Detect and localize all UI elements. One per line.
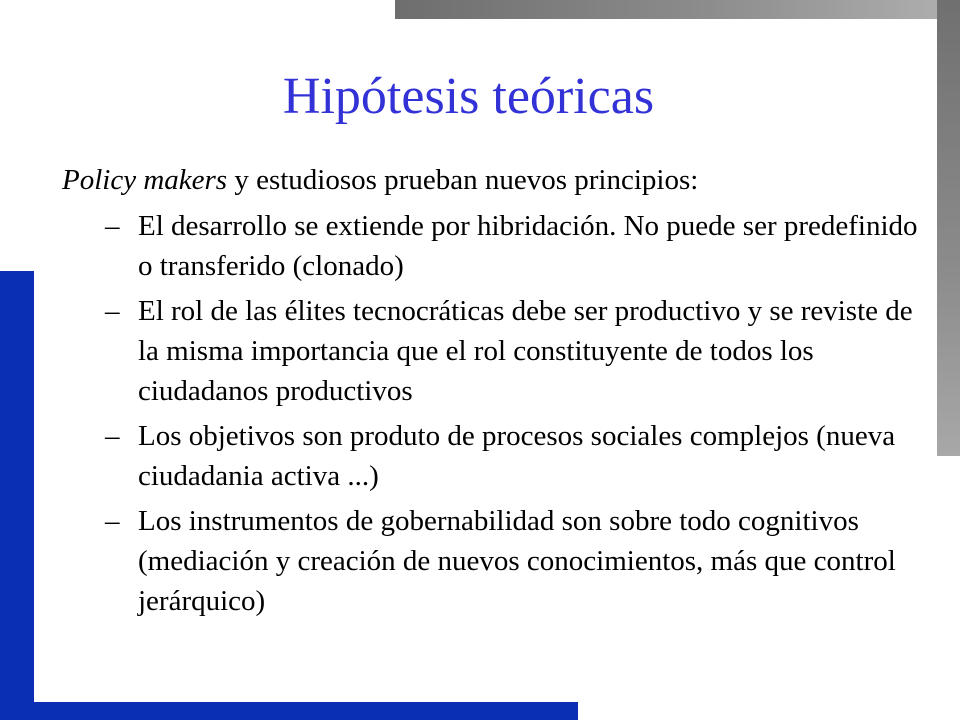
bullet-text: El rol de las élites tecnocráticas debe ser productivo y se reviste de la misma importancia que el rol constituyente de todos los ciudadanos productivos [138, 295, 913, 407]
intro-emphasis: Policy makers [62, 164, 228, 196]
bullet-text: Los instrumentos de gobernabilidad son sobre todo cognitivos (mediación y creación de nuevos conocimientos, más que control jerárquico) [138, 505, 896, 617]
slide-title: Hipótesis teóricas [282, 68, 655, 125]
bullet-item [105, 291, 925, 411]
bullet-dash: – [105, 505, 120, 537]
bullet-dash: – [105, 210, 120, 242]
bullet-text: El desarrollo se extiende por hibridación. No puede ser predefinido o transferido (clonado) [138, 210, 918, 282]
bullet-text: Los objetivos son produto de procesos sociales complejos (nueva ciudadania activa ...) [138, 420, 896, 492]
intro-text: y estudiosos prueban nuevos principios: [227, 164, 699, 196]
decorative-gray-bar-top [395, 0, 960, 19]
bullet-item [105, 416, 925, 496]
decorative-blue-bar-bottom [0, 702, 578, 720]
bullet-list [105, 206, 925, 626]
bullet-item [105, 206, 925, 286]
decorative-blue-bar-left [0, 271, 34, 720]
intro-line [62, 160, 922, 200]
bullet-dash: – [105, 420, 120, 452]
bullet-dash: – [105, 295, 120, 327]
decorative-gray-bar-right [937, 0, 960, 456]
bullet-item [105, 501, 925, 621]
